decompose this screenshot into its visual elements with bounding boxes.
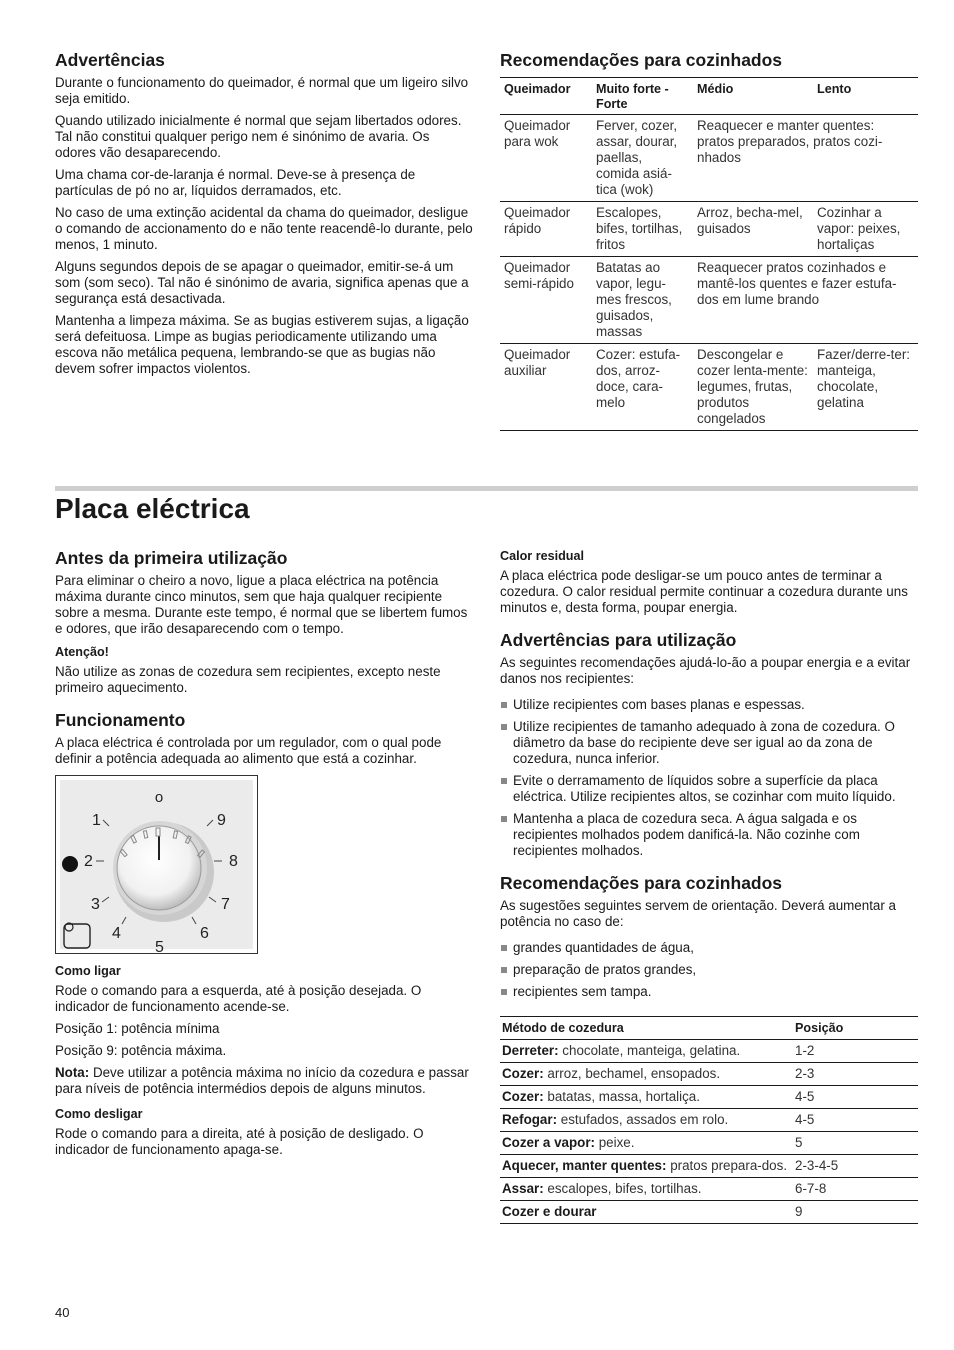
dial-number: 6 — [200, 925, 209, 942]
paragraph: No caso de uma extinção acidental da chama do queimador, desligue o comando de accionamento do e não tente reacendê-lo durante, pelo menos, 1 minuto. — [55, 205, 473, 252]
list-item: Utilize recipientes com bases planas e espessas. — [500, 697, 918, 713]
method-cell — [500, 1132, 793, 1155]
cooking-recommendations-title: Recomendações para cozinhados — [500, 873, 783, 893]
position-cell: 9 — [793, 1201, 918, 1224]
paragraph: Quando utilizado inicialmente é normal que sejam libertados odores. Tal não constitui qualquer perigo nem é sinónimo de avaria. Os odores vão desaparecendo. — [55, 113, 462, 160]
section-divider — [55, 486, 918, 491]
method-foods: pratos prepara-dos. — [666, 1158, 788, 1173]
position-cell: 2-3-4-5 — [793, 1155, 918, 1178]
dial-number: 1 — [92, 812, 101, 829]
table-cell: Queimador semi-rápido — [500, 257, 592, 344]
method-foods: escalopes, bifes, tortilhas. — [543, 1181, 702, 1196]
method-cell — [500, 1086, 793, 1109]
position-cell: 4-5 — [793, 1109, 918, 1132]
first-use-title: Antes da primeira utilização — [55, 548, 288, 568]
list-item: Evite o derramamento de líquidos sobre a superfície da placa eléctrica. Utilize recipientes altos, se cozinhar com muito líquido. — [500, 773, 918, 805]
page-number: 40 — [55, 1305, 70, 1320]
table-cell: Escalopes, bifes, tortilhas, fritos — [592, 202, 693, 257]
paragraph: Uma chama cor-de-laranja é normal. Deve-se à presença de partículas de pó no ar, líquidos derramados, etc. — [55, 167, 416, 198]
first-use-text: Para eliminar o cheiro a novo, ligue a placa eléctrica na potência máxima durante cinco minutos, sem que haja qualquer recipiente sobre a mesma. Durante este tempo, é normal que se libertem fumos e odores, que irão desaparecendo com o tempo. — [55, 573, 468, 636]
table-row — [500, 1178, 918, 1201]
table-header: Posição — [793, 1017, 918, 1040]
dial-number: 5 — [155, 939, 164, 953]
method-cell — [500, 1155, 793, 1178]
position-min-text: Posição 1: potência mínima — [55, 1021, 220, 1036]
method-cell — [500, 1040, 793, 1063]
table-row — [500, 115, 918, 202]
table-cell: Cozinhar a vapor: peixes, hortaliças — [813, 202, 918, 257]
table-row — [500, 1132, 918, 1155]
table-row — [500, 1201, 918, 1224]
dial-off-label: o — [154, 789, 164, 806]
dial-number: 7 — [221, 896, 230, 913]
switch-off-title: Como desligar — [55, 1107, 143, 1121]
method-label: Cozer e dourar — [502, 1204, 597, 1219]
method-foods: batatas, massa, hortaliça. — [543, 1089, 700, 1104]
table-cell: Cozer: estufa-dos, arroz-doce, cara-melo — [592, 344, 693, 431]
paragraph: Alguns segundos depois de se apagar o queimador, emitir-se-á um som (som seco). Tal não é sinónimo de avaria, significa apenas que a segurança está desactivada. — [55, 259, 469, 306]
table-cell: Ferver, cozer, assar, dourar, paellas, comida asiá-tica (wok) — [592, 115, 693, 202]
position-cell: 2-3 — [793, 1063, 918, 1086]
usage-warnings-list — [500, 697, 918, 859]
table-row — [500, 1063, 918, 1086]
table-header: Médio — [693, 78, 813, 115]
control-knob-drawing — [56, 776, 257, 953]
note-text: Deve utilizar a potência máxima no início da cozedura e passar para níveis de potência intermédios depois de alguns minutos. — [55, 1065, 469, 1096]
method-label: Derreter: — [502, 1043, 559, 1058]
position-cell: 4-5 — [793, 1086, 918, 1109]
paragraph: Mantenha a limpeza máxima. Se as bugias estiverem sujas, a ligação será defeituosa. Limpe as bugias periodicamente utilizando uma escova não metálica pequena, lembrando-se que as bugias não devem sofrer impactos violentos. — [55, 313, 469, 376]
table-row — [500, 1040, 918, 1063]
paragraph: Durante o funcionamento do queimador, é normal que um ligeiro silvo seja emitido. — [55, 75, 469, 106]
method-cell — [500, 1178, 793, 1201]
table-cell: Fazer/derre-ter: manteiga, chocolate, gelatina — [813, 344, 918, 431]
table-row — [500, 257, 918, 344]
table-row — [500, 1155, 918, 1178]
method-foods: chocolate, manteiga, gelatina. — [558, 1043, 741, 1058]
operation-text: A placa eléctrica é controlada por um regulador, com o qual pode definir a potência adequada ao alimento que está a cozinhar. — [55, 735, 442, 766]
list-item: recipientes sem tampa. — [500, 984, 918, 1000]
table-row — [500, 344, 918, 431]
usage-warnings-intro: As seguintes recomendações ajudá-lo-ão a poupar energia e a evitar danos nos recipientes: — [500, 655, 911, 686]
list-item: grandes quantidades de água, — [500, 940, 918, 956]
table-header: Muito forte - Forte — [592, 78, 693, 115]
burner-table — [500, 77, 918, 431]
warnings-title: Advertências — [55, 50, 165, 70]
method-label: Refogar: — [502, 1112, 558, 1127]
residual-heat-text: A placa eléctrica pode desligar-se um pouco antes de terminar a cozedura. O calor residual permite continuar a cozedura durante uns minutos e, desta forma, poupar energia. — [500, 568, 908, 615]
table-header: Lento — [813, 78, 918, 115]
method-foods: arroz, bechamel, ensopados. — [543, 1066, 721, 1081]
method-label: Aquecer, manter quentes: — [502, 1158, 667, 1173]
dial-number: 8 — [229, 853, 238, 870]
list-item: Mantenha a placa de cozedura seca. A água salgada e os recipientes molhados podem danificá-la. Não cozinhe com recipientes molhados. — [500, 811, 918, 859]
residual-heat-title: Calor residual — [500, 549, 584, 563]
cooking-recommendations-intro: As sugestões seguintes servem de orientação. Deverá aumentar a potência no caso de: — [500, 898, 896, 929]
method-cell — [500, 1109, 793, 1132]
table-header: Queimador — [500, 78, 592, 115]
dial-number: 2 — [84, 853, 93, 870]
note-paragraph — [55, 1065, 473, 1097]
cooking-recommendations-list — [500, 940, 918, 1000]
burner-recommendations-section — [500, 50, 918, 431]
attention-text: Não utilize as zonas de cozedura sem recipientes, excepto neste primeiro aquecimento. — [55, 664, 441, 695]
table-cell: Arroz, becha-mel, guisados — [693, 202, 813, 257]
method-foods: peixe. — [595, 1135, 635, 1150]
warnings-section — [55, 50, 473, 383]
dial-number: 3 — [91, 896, 100, 913]
table-cell: Queimador rápido — [500, 202, 592, 257]
table-cell: Batatas ao vapor, legu-mes frescos, guisados, massas — [592, 257, 693, 344]
table-row — [500, 202, 918, 257]
table-row — [500, 1086, 918, 1109]
table-cell: Queimador auxiliar — [500, 344, 592, 431]
dial-number: 9 — [217, 812, 226, 829]
position-cell: 5 — [793, 1132, 918, 1155]
method-label: Assar: — [502, 1181, 544, 1196]
table-header: Método de cozedura — [500, 1017, 793, 1040]
switch-on-title: Como ligar — [55, 964, 121, 978]
usage-warnings-title: Advertências para utilização — [500, 630, 737, 650]
table-cell: Descongelar e cozer lenta-mente: legumes, frutas, produtos congelados — [693, 344, 813, 431]
position-cell: 1-2 — [793, 1040, 918, 1063]
switch-on-text: Rode o comando para a esquerda, até à posição desejada. O indicador de funcionamento acende-se. — [55, 983, 422, 1014]
method-cell — [500, 1201, 793, 1224]
table-cell: Reaquecer e manter quentes: pratos preparados, pratos cozi-nhados — [693, 115, 918, 202]
control-knob-illustration — [55, 775, 258, 954]
method-label: Cozer: — [502, 1066, 544, 1081]
attention-title: Atenção! — [55, 645, 109, 659]
section-title: Placa eléctrica — [55, 493, 250, 524]
operation-title: Funcionamento — [55, 710, 186, 730]
cooking-method-table — [500, 1016, 918, 1224]
switch-off-text: Rode o comando para a direita, até à posição de desligado. O indicador de funcionamento apaga-se. — [55, 1126, 424, 1157]
electric-plate-left-column — [55, 548, 473, 1164]
method-cell — [500, 1063, 793, 1086]
table-row — [500, 1109, 918, 1132]
table-cell: Reaquecer pratos cozinhados e mantê-los quentes e fazer estufa-dos em lume brando — [693, 257, 918, 344]
method-foods: estufados, assados em rolo. — [557, 1112, 729, 1127]
table-cell: Queimador para wok — [500, 115, 592, 202]
list-item: Utilize recipientes de tamanho adequado à zona de cozedura. O diâmetro da base do recipiente deve ser igual ao da zona de cozedura, nunca inferior. — [500, 719, 918, 767]
indicator-light-icon — [62, 856, 78, 872]
dial-number: 4 — [112, 925, 121, 942]
method-label: Cozer a vapor: — [502, 1135, 596, 1150]
note-label: Nota: — [55, 1065, 90, 1080]
burner-recommendations-title: Recomendações para cozinhados — [500, 50, 783, 70]
position-max-text: Posição 9: potência máxima. — [55, 1043, 227, 1058]
list-item: preparação de pratos grandes, — [500, 962, 918, 978]
electric-plate-right-column — [500, 549, 918, 1224]
method-label: Cozer: — [502, 1089, 544, 1104]
position-cell: 6-7-8 — [793, 1178, 918, 1201]
